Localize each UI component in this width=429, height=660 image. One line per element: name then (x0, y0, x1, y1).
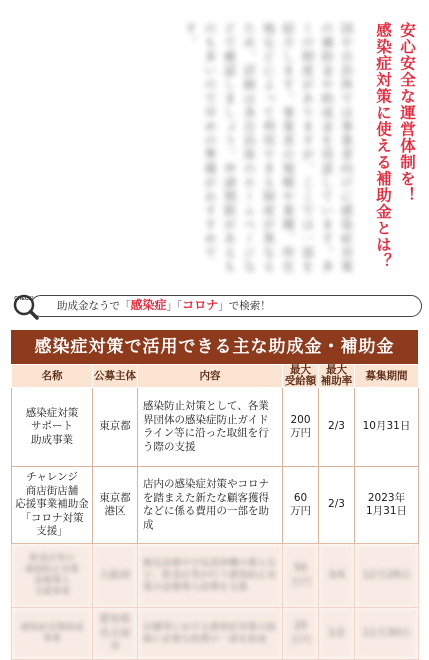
check-badge: CHECK! (14, 296, 34, 302)
grants-table (11, 364, 419, 660)
cell-content: 感染防止対策として、各業界団体の感染症防止ガイドライン等に沿った取組を行う際の支援 (138, 388, 283, 467)
cell-period: 12月28日 (355, 544, 419, 608)
header-rate: 最大 補助率 (319, 365, 355, 388)
cell-org: 大阪府 (93, 544, 138, 608)
cell-rate: 1/2 (319, 608, 355, 660)
cell-org: 東京都 港区 (93, 467, 138, 544)
cell-period: 10月31日 (355, 388, 419, 467)
cell-period: 11月30日 (355, 608, 419, 660)
search-suffix: 」で検索！ (218, 300, 271, 312)
cell-amount: 20 万円 (283, 608, 319, 660)
blurred-body-text: 国や自治体では事業者向けに感染症対策の補助金や助成金を用意しています。多くの制度がありますが、ここでは一部を紹介します。事業者の規模や業種、所在地などによって利用できる制度が異なるため、詳細は各自治体のホームページなどで確認しましょう。申請期限があるものも多いので早めの準備がおすすめです。 (183, 22, 354, 274)
cell-org: 愛知県 名古屋市 (93, 608, 138, 660)
cell-period: 2023年 1月31日 (355, 467, 419, 544)
title-line-2: 感染症対策に使える補助金とは？ (374, 22, 392, 270)
table-header-row (12, 365, 419, 388)
keyword-kansensho: 感染症 (130, 298, 167, 312)
cell-name: 感染症対策助成 事業 (12, 608, 93, 660)
table-title: 感染症対策で活用できる主な助成金・補助金 (11, 330, 418, 364)
cell-amount: 60 万円 (283, 467, 319, 544)
title-line-1: 安心安全な運営体制を！ (398, 22, 416, 204)
cell-amount: 200 万円 (283, 388, 319, 467)
header-amount: 最大 受給額 (283, 365, 319, 388)
keyword-corona: コロナ (182, 298, 219, 312)
header-org: 公募主体 (93, 365, 138, 388)
cell-rate: 2/3 (319, 388, 355, 467)
search-bar (12, 291, 422, 319)
magnifier-icon (12, 291, 40, 319)
cell-rate: 2/3 (319, 467, 355, 544)
cell-name: チャレンジ 商店街店舗 応援事業補助金 「コロナ対策 支援」 (12, 467, 93, 544)
page-title (371, 22, 419, 284)
search-hint (30, 295, 422, 317)
table-row (12, 388, 419, 467)
cell-name: 飲食店等の 感染防止対策 設備導入 支援事業 (12, 544, 93, 608)
blurred-table-row (12, 608, 419, 660)
cell-amount: 50 万円 (283, 544, 319, 608)
cell-name: 感染症対策 サポート 助成事業 (12, 388, 93, 467)
search-mid: 」「 (166, 300, 183, 312)
cell-content: 店舗等における感染症対策の取組に必要な経費の一部を助成 (138, 608, 283, 660)
cell-content: 店内の感染症対策やコロナを踏まえた新たな顧客獲得などに係る費用の一部を助成 (138, 467, 283, 544)
cell-rate: 3/4 (319, 544, 355, 608)
header-period: 募集期間 (355, 365, 419, 388)
blurred-table-row (12, 544, 419, 608)
header-content: 内容 (138, 365, 283, 388)
table-row (12, 467, 419, 544)
cell-org: 東京都 (93, 388, 138, 467)
search-prefix: 助成金なうで「 (57, 300, 131, 312)
cell-content: 換気設備や空気清浄機の導入など、飲食店等が行う感染防止対策の設備導入経費を支援 (138, 544, 283, 608)
header-name: 名称 (12, 365, 93, 388)
